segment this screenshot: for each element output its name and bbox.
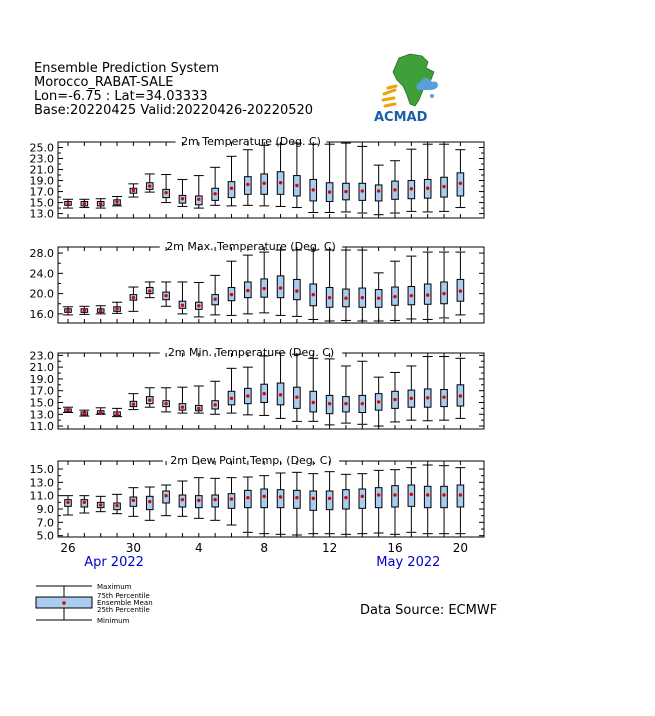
mean-dot xyxy=(197,304,200,307)
mean-dot xyxy=(393,398,396,401)
x-tick-label: 16 xyxy=(387,541,403,555)
box-iqr xyxy=(424,486,431,507)
mean-dot xyxy=(426,493,429,496)
y-tick-label: 16.0 xyxy=(29,307,54,321)
mean-dot xyxy=(361,296,364,299)
box-iqr xyxy=(375,488,382,508)
mean-dot xyxy=(197,198,200,201)
mean-dot xyxy=(83,202,86,205)
box-iqr xyxy=(375,185,382,201)
y-tick-label: 15.0 xyxy=(29,463,54,476)
mean-dot xyxy=(181,406,184,409)
panel-frame xyxy=(58,142,484,218)
mean-dot xyxy=(197,407,200,410)
sun-rays-icon xyxy=(383,86,396,106)
y-tick-label: 7.0 xyxy=(36,516,54,530)
header xyxy=(34,61,313,118)
mean-dot xyxy=(164,294,167,297)
mean-dot xyxy=(246,496,249,499)
mean-dot xyxy=(148,398,151,401)
mean-dot xyxy=(442,395,445,398)
mean-dot xyxy=(393,188,396,191)
box-iqr xyxy=(326,491,333,510)
header-line-2: Morocco_RABAT-SALE xyxy=(34,75,174,90)
mean-dot xyxy=(83,501,86,504)
y-tick-label: 15.0 xyxy=(29,396,54,410)
mean-dot xyxy=(312,497,315,500)
mean-dot xyxy=(132,189,135,192)
mean-dot xyxy=(66,309,69,312)
mean-dot xyxy=(459,394,462,397)
panel-1 xyxy=(30,134,485,221)
mean-dot xyxy=(426,396,429,399)
y-tick-label: 24.0 xyxy=(29,267,54,281)
data-source: Data Source: ECMWF xyxy=(360,603,498,618)
legend-label-p75: 75th Percentile xyxy=(97,592,150,600)
mean-dot xyxy=(426,187,429,190)
mean-dot xyxy=(164,494,167,497)
mean-dot xyxy=(164,191,167,194)
y-tick-label: 28.0 xyxy=(29,247,54,261)
mean-dot xyxy=(230,293,233,296)
panel-frame xyxy=(58,247,484,323)
mean-dot xyxy=(181,498,184,501)
mean-dot xyxy=(295,184,298,187)
box-iqr xyxy=(441,486,448,507)
panel-3 xyxy=(30,345,485,433)
mean-dot xyxy=(459,493,462,496)
y-tick-label: 17.0 xyxy=(29,185,54,199)
header-line-1: Ensemble Prediction System xyxy=(34,61,220,76)
rain-drop-icon xyxy=(430,94,434,98)
mean-dot xyxy=(442,493,445,496)
month-label: May 2022 xyxy=(376,555,441,570)
month-label: Apr 2022 xyxy=(84,555,144,570)
mean-dot xyxy=(115,504,118,507)
mean-dot xyxy=(83,412,86,415)
mean-dot xyxy=(263,287,266,290)
mean-dot xyxy=(410,397,413,400)
mean-dot xyxy=(213,403,216,406)
mean-dot xyxy=(181,304,184,307)
mean-dot xyxy=(66,202,69,205)
mean-dot xyxy=(328,190,331,193)
mean-dot xyxy=(115,200,118,203)
mean-dot xyxy=(312,293,315,296)
mean-dot xyxy=(230,497,233,500)
y-tick-label: 11.0 xyxy=(29,489,54,503)
y-tick-label: 21.0 xyxy=(29,361,54,375)
mean-dot xyxy=(148,184,151,187)
mean-dot xyxy=(442,292,445,295)
mean-dot xyxy=(328,296,331,299)
mean-dot xyxy=(426,293,429,296)
mean-dot xyxy=(99,202,102,205)
y-tick-label: 15.0 xyxy=(29,196,54,210)
mean-dot xyxy=(410,187,413,190)
panel-title: 2m Min. Temperature (Deg. C) xyxy=(167,346,335,359)
logo-text: ACMAD xyxy=(374,110,428,125)
legend-mean-dot xyxy=(62,601,66,605)
mean-dot xyxy=(295,496,298,499)
mean-dot xyxy=(312,401,315,404)
mean-dot xyxy=(279,286,282,289)
mean-dot xyxy=(99,411,102,414)
mean-dot xyxy=(344,496,347,499)
mean-dot xyxy=(328,497,331,500)
mean-dot xyxy=(263,495,266,498)
mean-dot xyxy=(66,501,69,504)
legend-label-mean: Ensemble Mean xyxy=(97,599,153,607)
y-tick-label: 21.0 xyxy=(29,163,54,177)
y-tick-label: 17.0 xyxy=(29,384,54,398)
y-tick-label: 19.0 xyxy=(29,174,54,188)
mean-dot xyxy=(83,309,86,312)
mean-dot xyxy=(459,182,462,185)
y-tick-label: 23.0 xyxy=(29,349,54,363)
mean-dot xyxy=(213,192,216,195)
y-tick-label: 23.0 xyxy=(29,152,54,166)
mean-dot xyxy=(312,188,315,191)
mean-dot xyxy=(410,294,413,297)
panel-title: 2m Dew Point Temp. (Deg. C) xyxy=(170,454,332,467)
y-tick-label: 5.0 xyxy=(36,529,54,543)
mean-dot xyxy=(279,181,282,184)
mean-dot xyxy=(197,499,200,502)
mean-dot xyxy=(246,289,249,292)
mean-dot xyxy=(344,190,347,193)
y-tick-label: 19.0 xyxy=(29,372,54,386)
legend-label-p25: 25th Percentile xyxy=(97,606,150,614)
box-iqr xyxy=(228,494,235,509)
mean-dot xyxy=(246,394,249,397)
mean-dot xyxy=(230,187,233,190)
legend-label-minimum: Minimum xyxy=(97,617,130,625)
mean-dot xyxy=(66,408,69,411)
panel-2 xyxy=(30,239,485,323)
x-tick-label: 12 xyxy=(321,541,338,555)
x-tick-label: 4 xyxy=(194,541,203,555)
panel-frame xyxy=(58,353,484,429)
mean-dot xyxy=(148,500,151,503)
box-iqr xyxy=(359,489,366,508)
mean-dot xyxy=(344,296,347,299)
mean-dot xyxy=(279,495,282,498)
x-tick-label: 26 xyxy=(60,541,76,555)
mean-dot xyxy=(361,189,364,192)
mean-dot xyxy=(132,296,135,299)
mean-dot xyxy=(164,402,167,405)
mean-dot xyxy=(181,197,184,200)
mean-dot xyxy=(442,185,445,188)
mean-dot xyxy=(377,296,380,299)
mean-dot xyxy=(393,493,396,496)
mean-dot xyxy=(295,395,298,398)
mean-dot xyxy=(132,499,135,502)
mean-dot xyxy=(377,400,380,403)
x-tick-label: 30 xyxy=(125,541,142,555)
mean-dot xyxy=(246,183,249,186)
mean-dot xyxy=(361,402,364,405)
mean-dot xyxy=(115,307,118,310)
mean-dot xyxy=(361,495,364,498)
x-axis-labels xyxy=(60,541,468,570)
x-tick-label: 20 xyxy=(452,541,469,555)
mean-dot xyxy=(295,289,298,292)
mean-dot xyxy=(230,397,233,400)
y-tick-label: 11.0 xyxy=(29,420,54,434)
panel-frame xyxy=(58,461,484,537)
y-tick-label: 13.0 xyxy=(29,408,54,422)
y-tick-label: 25.0 xyxy=(29,141,54,155)
y-tick-label: 13.0 xyxy=(29,476,54,490)
mean-dot xyxy=(279,393,282,396)
mean-dot xyxy=(263,392,266,395)
mean-dot xyxy=(377,189,380,192)
mean-dot xyxy=(99,309,102,312)
acmad-logo xyxy=(374,54,438,125)
panel-title: 2m Temperature (Deg. C) xyxy=(181,135,321,148)
mean-dot xyxy=(344,402,347,405)
box-iqr xyxy=(261,489,268,508)
mean-dot xyxy=(99,503,102,506)
header-line-3: Lon=-6.75 : Lat=34.03333 xyxy=(34,89,208,104)
panel-title: 2m Max. Temperature (Deg. C) xyxy=(166,240,336,253)
mean-dot xyxy=(377,493,380,496)
y-tick-label: 9.0 xyxy=(36,503,54,516)
mean-dot xyxy=(213,297,216,300)
mean-dot xyxy=(115,413,118,416)
mean-dot xyxy=(393,295,396,298)
mean-dot xyxy=(328,402,331,405)
box-iqr xyxy=(310,491,317,510)
panel-4 xyxy=(30,453,485,543)
mean-dot xyxy=(459,289,462,292)
mean-dot xyxy=(148,289,151,292)
mean-dot xyxy=(213,498,216,501)
mean-dot xyxy=(263,182,266,185)
y-tick-label: 20.0 xyxy=(29,287,54,301)
y-tick-label: 13.0 xyxy=(29,207,54,221)
mean-dot xyxy=(410,493,413,496)
legend xyxy=(36,583,153,625)
legend-label-maximum: Maximum xyxy=(97,583,132,591)
x-tick-label: 8 xyxy=(260,541,269,555)
mean-dot xyxy=(132,403,135,406)
header-line-4: Base:20220425 Valid:20220426-20220520 xyxy=(34,103,314,118)
panels xyxy=(30,134,485,543)
